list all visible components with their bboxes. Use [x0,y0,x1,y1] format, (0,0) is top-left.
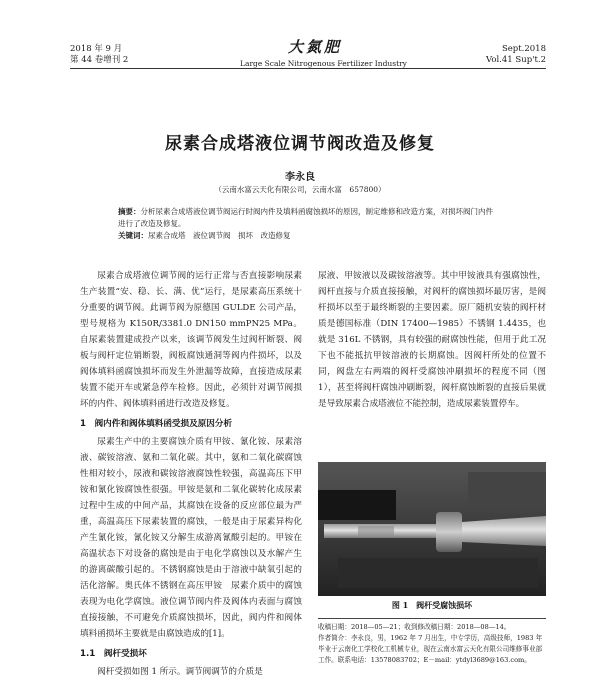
keywords [118,230,498,242]
section-1-heading: 1 阀内件和阀体填料函受损及原因分析 [80,419,233,429]
left-column [80,268,302,680]
section-1-paragraph: 尿素生产中的主要腐蚀介质有甲铵、氰化铵、尿素溶液、碳铵溶液、氨和二氧化碳。其中，氨和二氧化碳腐蚀性相对较小，尿液和碳铵溶液腐蚀性较强，高温高压下甲铵和氰化铵腐蚀性很强。甲铵是氨和二氧化碳转化成尿素过程中生成的中间产品，其腐蚀在设备的反应部位最为严重，高温高压下尿素装置的腐蚀，一般是由于尿素异构化产生氰化铵，氰化铵又分解生成游离氰酸引起的。甲铵在高温状态下对设备的腐蚀是由于电化学腐蚀以及水解产生的游离碳酸引起的。不锈钢腐蚀是由于溶液中缺氧引起的活化溶解。奥氏体不锈钢在高压甲铵 尿素介质中的腐蚀表现为电化学腐蚀。液位调节阀内件及阀体内表面与腐蚀直接接触，不可避免介质腐蚀损坏，因此，阀内件和阀体填料函损坏主要就是由腐蚀造成的[1]。 [80,437,302,639]
abstract-text: 分析尿素合成塔液位调节阀运行时阀内件及填料函腐蚀损坏的原因，制定维修和改造方案，对损坏阀门内件进行了改造及修复。 [118,207,493,228]
header-divider [70,68,546,69]
abstract-block [118,206,498,242]
abstract [118,206,498,230]
keywords-label: 关键词： [118,231,148,240]
header-date: 2018 年 9 月 [70,44,123,54]
right-column [318,268,546,412]
body-paragraph: 尿液、甲铵液以及碳铵溶液等。其中甲铵液具有强腐蚀性，阀杆直接与介质直接接触，对阀杆的腐蚀损坏最厉害，是阀杆损坏以至于最终断裂的主要因素。原厂随机安装的阀杆材质是德国标准（DIN 17400—1985）不锈钢 1.4435，也就是 316L 不锈钢，具有较强的耐腐蚀性能，但用于此工况下也不能抵抗甲铵溶液的长期腐蚀。因阀杆所处的位置不同，阀盘左右两端的阀杆受腐蚀冲刷损坏的程度不同（图 1），甚至将阀杆腐蚀冲刷断裂，阀杆腐蚀断裂的直接后果就是导致尿素合成塔液位不能控制，造成尿素装置停车。 [318,271,546,409]
intro-paragraph: 尿素合成塔液位调节阀的运行正常与否直接影响尿素生产装置“安、稳、长、满、优”运行，是尿素高压系统十分重要的调节阀。此调节阀为原德国 GULDE 公司产品，型号规格为 K150R/3381.0 DN150 mmPN25 MPa。自尿素装置建成投产以来，该调节阀发生过阀杆断裂、阀板与阀杆定位销断裂，阀板腐蚀通洞等阀内件损坏，以及阀体填料函腐蚀损坏而发生外泄漏等故障，直接造成尿素装置不能开车或紧急停车检修。因此，必须针对调节阀损坏的内件、阀体填料函进行改造及修复。 [80,271,302,409]
header-vol-en: Vol.41 Sup't.2 [485,55,546,65]
section-1-1-paragraph: 阀杆受损如图 1 所示。调节阀调节的介质是 [97,667,263,677]
valve-stem-photo [318,462,546,596]
article-title: 尿素合成塔液位调节阀改造及修复 [165,134,435,154]
journal-subtitle: Large Scale Nitrogenous Fertilizer Industry [240,59,407,68]
footnote-dates: 收稿日期：2018—05—21；收到修改稿日期：2018—08—14。 [318,623,511,631]
journal-masthead [240,36,407,68]
abstract-label: 摘要： [118,207,141,216]
keywords-text: 尿素合成塔 液位调节阀 损坏 改造修复 [148,231,291,240]
footnote-author-bio: 作者简介：李永良，男，1962 年 7 月出生，中专学历，高级技师，1983 年毕业于云南化工学校化工机械专业，现在云南水富云天化有限公司维修事业部工作。联系电话：13578083702；E－mail：ytdyl3689@163.com。 [318,634,543,664]
journal-logo: 大氮肥 [287,38,342,56]
header-volume: 第 44 卷增刊 2 [70,55,129,65]
article-affiliation: （云南水富云天化有限公司，云南水富 657800） [214,185,386,194]
figure-caption: 图 1 阀杆受腐蚀损坏 [391,600,473,610]
figure-valve-stem-photo [318,462,546,596]
header-volume-en [486,44,546,66]
header-issue-info [70,44,128,66]
footnote-divider [318,618,546,619]
header-date-en: Sept.2018 [501,44,546,54]
article-author: 李永良 [285,172,315,183]
footnote [318,622,546,666]
section-1-1-heading: 1.1 阀杆受损坏 [80,649,147,659]
